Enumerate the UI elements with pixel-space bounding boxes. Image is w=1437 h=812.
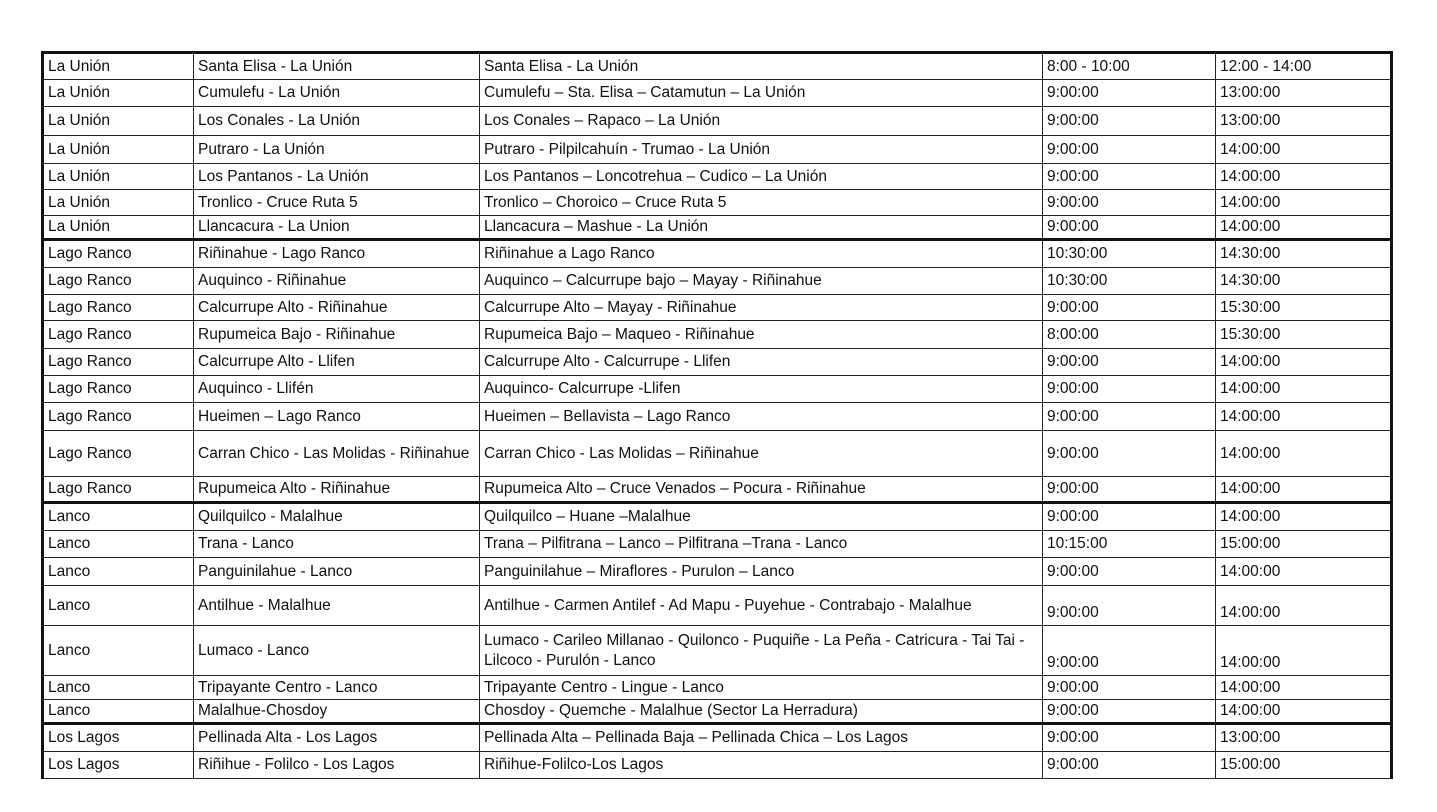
table-row	[43, 216, 1392, 240]
comuna-cell: Lago Ranco	[43, 403, 194, 431]
comuna-cell: Lago Ranco	[43, 431, 194, 477]
comuna-cell: Lanco	[43, 558, 194, 586]
tramo-cell: Los Pantanos - La Unión	[194, 164, 480, 190]
ida-cell: 9:00:00	[1043, 700, 1216, 724]
recorrido-cell: Panguinilahue – Miraflores - Purulon – Lanco	[480, 558, 1043, 586]
tramo-cell: Calcurrupe Alto - Llifen	[194, 349, 480, 376]
ida-cell: 9:00:00	[1043, 216, 1216, 240]
ida-cell: 9:00:00	[1043, 403, 1216, 431]
table-row	[43, 531, 1392, 558]
ida-cell: 8:00:00	[1043, 321, 1216, 349]
comuna-cell: Lanco	[43, 503, 194, 531]
tramo-cell: Llancacura - La Union	[194, 216, 480, 240]
tramo-cell: Auquinco - Riñinahue	[194, 268, 480, 295]
table-row	[43, 626, 1392, 676]
comuna-cell: Lago Ranco	[43, 240, 194, 268]
table-row	[43, 376, 1392, 403]
tramo-cell: Riñinahue - Lago Ranco	[194, 240, 480, 268]
ida-cell: 9:00:00	[1043, 676, 1216, 700]
tramo-cell: Pellinada Alta - Los Lagos	[194, 724, 480, 752]
table-row	[43, 321, 1392, 349]
comuna-cell: Lanco	[43, 531, 194, 558]
comuna-cell: Lanco	[43, 626, 194, 676]
recorrido-cell: Pellinada Alta – Pellinada Baja – Pellinada Chica – Los Lagos	[480, 724, 1043, 752]
recorrido-cell: Putraro - Pilpilcahuín - Trumao - La Unión	[480, 136, 1043, 164]
tramo-cell: Quilquilco - Malalhue	[194, 503, 480, 531]
ida-cell: 9:00:00	[1043, 558, 1216, 586]
vuelta-cell: 14:00:00	[1216, 403, 1392, 431]
recorrido-cell: Tripayante Centro - Lingue - Lanco	[480, 676, 1043, 700]
tramo-cell: Calcurrupe Alto - Riñinahue	[194, 295, 480, 321]
vuelta-cell: 14:30:00	[1216, 268, 1392, 295]
ida-cell: 9:00:00	[1043, 752, 1216, 779]
ida-cell: 9:00:00	[1043, 107, 1216, 136]
ida-cell: 9:00:00	[1043, 295, 1216, 321]
vuelta-cell: 14:00:00	[1216, 477, 1392, 503]
recorrido-cell: Tronlico – Choroico – Cruce Ruta 5	[480, 190, 1043, 216]
vuelta-cell: 13:00:00	[1216, 80, 1392, 107]
comuna-cell: Lago Ranco	[43, 321, 194, 349]
table-row	[43, 240, 1392, 268]
tramo-cell: Riñihue - Folilco - Los Lagos	[194, 752, 480, 779]
comuna-cell: Lago Ranco	[43, 268, 194, 295]
recorrido-cell: Santa Elisa - La Unión	[480, 53, 1043, 80]
tramo-cell: Putraro - La Unión	[194, 136, 480, 164]
vuelta-cell: 15:30:00	[1216, 295, 1392, 321]
table-row	[43, 136, 1392, 164]
vuelta-cell: 14:00:00	[1216, 676, 1392, 700]
vuelta-cell: 14:00:00	[1216, 700, 1392, 724]
table-row	[43, 295, 1392, 321]
table-row	[43, 190, 1392, 216]
comuna-cell: La Unión	[43, 136, 194, 164]
comuna-cell: Lanco	[43, 586, 194, 626]
tramo-cell: Lumaco - Lanco	[194, 626, 480, 676]
tramo-cell: Cumulefu - La Unión	[194, 80, 480, 107]
route-schedule-body	[43, 53, 1392, 779]
table-row	[43, 477, 1392, 503]
ida-cell: 9:00:00	[1043, 80, 1216, 107]
vuelta-cell: 15:00:00	[1216, 752, 1392, 779]
comuna-cell: La Unión	[43, 216, 194, 240]
table-row	[43, 164, 1392, 190]
tramo-cell: Antilhue - Malalhue	[194, 586, 480, 626]
ida-cell: 10:30:00	[1043, 240, 1216, 268]
recorrido-cell: Los Conales – Rapaco – La Unión	[480, 107, 1043, 136]
table-row	[43, 53, 1392, 80]
tramo-cell: Hueimen – Lago Ranco	[194, 403, 480, 431]
vuelta-cell: 14:00:00	[1216, 558, 1392, 586]
recorrido-cell: Riñihue-Folilco-Los Lagos	[480, 752, 1043, 779]
tramo-cell: Panguinilahue - Lanco	[194, 558, 480, 586]
tramo-cell: Tronlico - Cruce Ruta 5	[194, 190, 480, 216]
ida-cell: 9:00:00	[1043, 586, 1216, 626]
ida-cell: 9:00:00	[1043, 190, 1216, 216]
ida-cell: 10:30:00	[1043, 268, 1216, 295]
comuna-cell: La Unión	[43, 164, 194, 190]
tramo-cell: Tripayante Centro - Lanco	[194, 676, 480, 700]
comuna-cell: Lanco	[43, 700, 194, 724]
ida-cell: 9:00:00	[1043, 503, 1216, 531]
table-row	[43, 503, 1392, 531]
comuna-cell: Los Lagos	[43, 724, 194, 752]
vuelta-cell: 14:00:00	[1216, 216, 1392, 240]
tramo-cell: Auquinco - Llifén	[194, 376, 480, 403]
comuna-cell: La Unión	[43, 53, 194, 80]
vuelta-cell: 14:00:00	[1216, 431, 1392, 477]
table-row	[43, 403, 1392, 431]
ida-cell: 8:00 - 10:00	[1043, 53, 1216, 80]
recorrido-cell: Los Pantanos – Loncotrehua – Cudico – La Unión	[480, 164, 1043, 190]
recorrido-cell: Hueimen – Bellavista – Lago Ranco	[480, 403, 1043, 431]
tramo-cell: Carran Chico - Las Molidas - Riñinahue	[194, 431, 480, 477]
tramo-cell: Rupumeica Alto - Riñinahue	[194, 477, 480, 503]
comuna-cell: La Unión	[43, 80, 194, 107]
ida-cell: 9:00:00	[1043, 164, 1216, 190]
recorrido-cell: Riñinahue a Lago Ranco	[480, 240, 1043, 268]
table-row	[43, 558, 1392, 586]
table-row	[43, 349, 1392, 376]
recorrido-cell: Chosdoy - Quemche - Malalhue (Sector La Herradura)	[480, 700, 1043, 724]
vuelta-cell: 13:00:00	[1216, 724, 1392, 752]
vuelta-cell: 14:00:00	[1216, 190, 1392, 216]
table-row	[43, 268, 1392, 295]
vuelta-cell: 14:00:00	[1216, 376, 1392, 403]
vuelta-cell: 14:00:00	[1216, 626, 1392, 676]
comuna-cell: Lanco	[43, 676, 194, 700]
ida-cell: 9:00:00	[1043, 136, 1216, 164]
table-row	[43, 724, 1392, 752]
vuelta-cell: 14:30:00	[1216, 240, 1392, 268]
tramo-cell: Los Conales - La Unión	[194, 107, 480, 136]
recorrido-cell: Antilhue - Carmen Antilef - Ad Mapu - Puyehue - Contrabajo - Malalhue	[480, 586, 1043, 626]
recorrido-cell: Auquinco- Calcurrupe -Llifen	[480, 376, 1043, 403]
tramo-cell: Rupumeica Bajo - Riñinahue	[194, 321, 480, 349]
comuna-cell: La Unión	[43, 190, 194, 216]
vuelta-cell: 14:00:00	[1216, 136, 1392, 164]
vuelta-cell: 14:00:00	[1216, 503, 1392, 531]
tramo-cell: Trana - Lanco	[194, 531, 480, 558]
tramo-cell: Santa Elisa - La Unión	[194, 53, 480, 80]
recorrido-cell: Llancacura – Mashue - La Unión	[480, 216, 1043, 240]
route-schedule-table	[41, 51, 1393, 779]
vuelta-cell: 15:00:00	[1216, 531, 1392, 558]
table-row	[43, 107, 1392, 136]
ida-cell: 9:00:00	[1043, 376, 1216, 403]
recorrido-cell: Quilquilco – Huane –Malalhue	[480, 503, 1043, 531]
comuna-cell: Lago Ranco	[43, 477, 194, 503]
vuelta-cell: 12:00 - 14:00	[1216, 53, 1392, 80]
comuna-cell: Lago Ranco	[43, 376, 194, 403]
tramo-cell: Malalhue-Chosdoy	[194, 700, 480, 724]
table-row	[43, 80, 1392, 107]
recorrido-cell: Rupumeica Bajo – Maqueo - Riñinahue	[480, 321, 1043, 349]
recorrido-cell: Trana – Pilfitrana – Lanco – Pilfitrana –Trana - Lanco	[480, 531, 1043, 558]
recorrido-cell: Lumaco - Carileo Millanao - Quilonco - Puquiñe - La Peña - Catricura - Tai Tai - Lilcoco - Purulón - Lanco	[480, 626, 1043, 676]
vuelta-cell: 15:30:00	[1216, 321, 1392, 349]
table-row	[43, 431, 1392, 477]
ida-cell: 10:15:00	[1043, 531, 1216, 558]
recorrido-cell: Auquinco – Calcurrupe bajo – Mayay - Riñinahue	[480, 268, 1043, 295]
comuna-cell: Lago Ranco	[43, 349, 194, 376]
ida-cell: 9:00:00	[1043, 477, 1216, 503]
comuna-cell: Los Lagos	[43, 752, 194, 779]
recorrido-cell: Rupumeica Alto – Cruce Venados – Pocura - Riñinahue	[480, 477, 1043, 503]
vuelta-cell: 14:00:00	[1216, 349, 1392, 376]
ida-cell: 9:00:00	[1043, 431, 1216, 477]
table-row	[43, 586, 1392, 626]
vuelta-cell: 14:00:00	[1216, 164, 1392, 190]
recorrido-cell: Calcurrupe Alto - Calcurrupe - Llifen	[480, 349, 1043, 376]
recorrido-cell: Carran Chico - Las Molidas – Riñinahue	[480, 431, 1043, 477]
comuna-cell: La Unión	[43, 107, 194, 136]
ida-cell: 9:00:00	[1043, 724, 1216, 752]
ida-cell: 9:00:00	[1043, 349, 1216, 376]
comuna-cell: Lago Ranco	[43, 295, 194, 321]
table-row	[43, 700, 1392, 724]
vuelta-cell: 13:00:00	[1216, 107, 1392, 136]
vuelta-cell: 14:00:00	[1216, 586, 1392, 626]
ida-cell: 9:00:00	[1043, 626, 1216, 676]
recorrido-cell: Cumulefu – Sta. Elisa – Catamutun – La Unión	[480, 80, 1043, 107]
table-row	[43, 752, 1392, 779]
table-row	[43, 676, 1392, 700]
recorrido-cell: Calcurrupe Alto – Mayay - Riñinahue	[480, 295, 1043, 321]
